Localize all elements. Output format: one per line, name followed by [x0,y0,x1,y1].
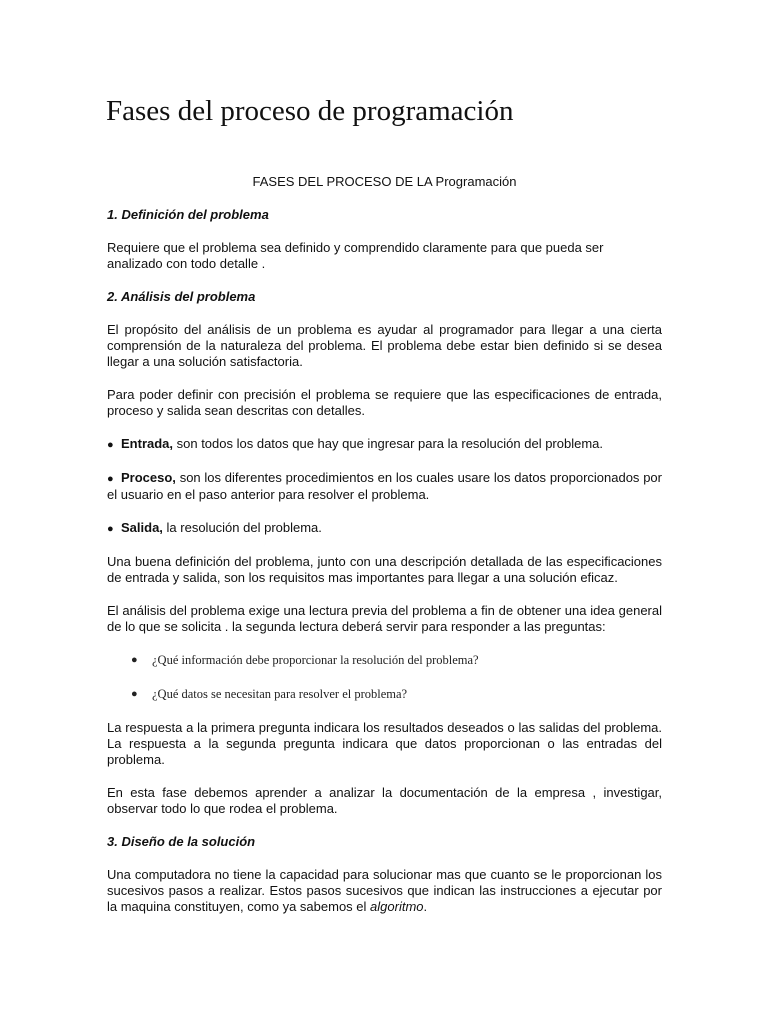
bullet-term: Salida, [121,520,163,535]
paragraph-diseno-text: Una computadora no tiene la capacidad para solucionar mas que cuanto se le proporcionan los sucesivos pasos a realizar. Estos pasos sucesivos que indican las instrucciones a ejecutar por la maquina constituyen, como ya sabemos el [107,867,662,914]
bullet-icon: ● [107,523,114,535]
paragraph-lectura-previa: El análisis del problema exige una lectura previa del problema a fin de obtener una idea general de lo que se solicita . la segunda lectura deberá servir para responder a las preguntas: [107,603,662,634]
question-item [107,686,662,702]
paragraph-analisis-proposito: El propósito del análisis de un problema es ayudar al programador para llegar a una cierta comprensión de la naturaleza del problema. El problema debe estar bien definido si se desea llegar a una solución satisfactoria. [107,322,662,369]
bullet-term: Entrada, [121,436,174,451]
bullet-icon: ● [131,654,138,666]
paragraph-analisis-especificaciones: Para poder definir con precisión el problema se requiere que las especificaciones de entrada, proceso y salida sean descritas con detalles. [107,387,662,418]
bullet-text: la resolución del problema. [162,520,322,535]
section-heading-diseno: 3. Diseño de la solución [107,834,256,849]
bullet-icon: ● [131,688,138,700]
bullet-entrada [107,436,662,453]
paragraph-diseno [107,867,662,915]
bullet-proceso [107,470,662,503]
document-title: Fases del proceso de programación [106,95,514,127]
bullet-icon: ● [107,473,114,485]
algoritmo-emphasis: algoritmo [370,899,424,914]
document-body [107,174,662,932]
section-heading-analisis: 2. Análisis del problema [107,289,256,304]
question-text: ¿Qué datos se necesitan para resolver el problema? [152,687,408,701]
bullet-salida [107,520,662,537]
paragraph-respuestas: La respuesta a la primera pregunta indicara los resultados deseados o las salidas del problema. La respuesta a la segunda pregunta indicara que datos proporcionan o las entradas del problema. [107,720,662,767]
bullet-text: son los diferentes procedimientos en los cuales usare los datos proporcionados por el usuario en el paso anterior para resolver el problema. [107,470,662,502]
question-list [107,652,662,702]
paragraph-diseno-end: . [423,899,428,914]
bullet-icon: ● [107,439,114,451]
paragraph-buena-definicion: Una buena definición del problema, junto con una descripción detallada de las especificaciones de entrada y salida, son los requisitos mas importantes para llegar a una solución eficaz. [107,554,662,585]
bullet-term: Proceso, [121,470,176,485]
paragraph-definicion: Requiere que el problema sea definido y comprendido claramente para que pueda ser analizado con todo detalle . [107,240,604,271]
question-item [107,652,662,668]
bullet-text: son todos los datos que hay que ingresar para la resolución del problema. [173,436,604,451]
section-heading-definicion: 1. Definición del problema [107,207,269,222]
question-text: ¿Qué información debe proporcionar la resolución del problema? [152,653,479,667]
document-subtitle: FASES DEL PROCESO DE LA Programación [252,174,517,189]
paragraph-fase-documentacion: En esta fase debemos aprender a analizar la documentación de la empresa , investigar, observar todo lo que rodea el problema. [107,785,662,816]
